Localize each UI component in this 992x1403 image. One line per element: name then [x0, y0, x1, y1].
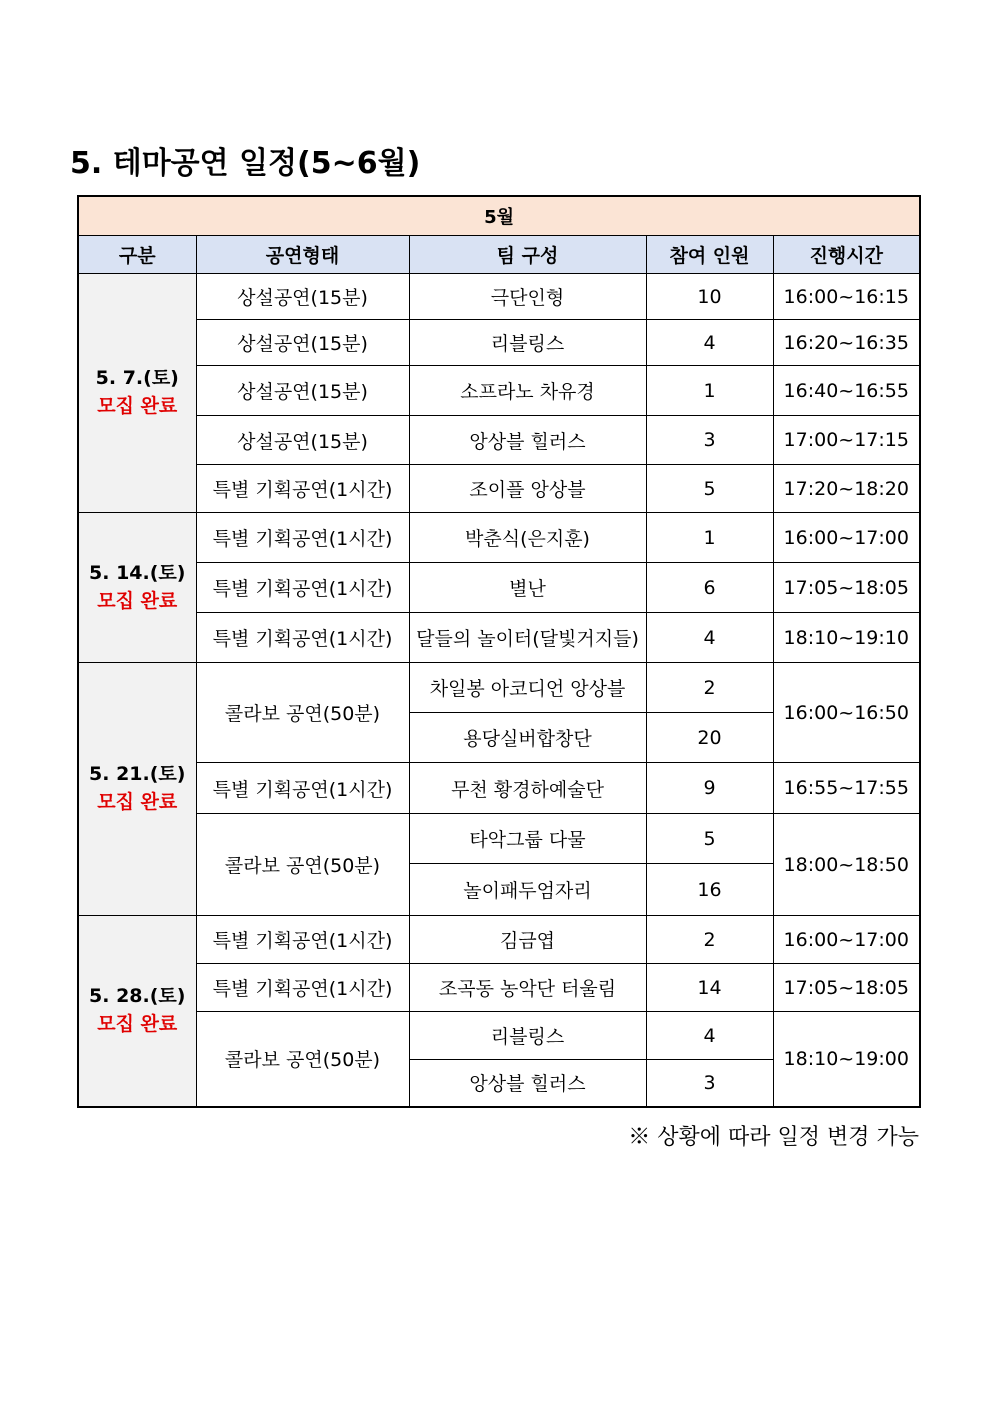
table-row: [78, 964, 920, 1012]
month-header: 5월: [78, 196, 920, 236]
date-cell: [78, 274, 196, 513]
performance-type: 상설공연(15분): [196, 366, 409, 416]
participant-count: 2: [646, 663, 773, 713]
time-slot: 16:40~16:55: [773, 366, 920, 416]
time-slot: 17:20~18:20: [773, 465, 920, 513]
time-slot: 17:05~18:05: [773, 563, 920, 613]
time-slot: 16:00~17:00: [773, 513, 920, 563]
time-slot: 16:00~16:15: [773, 274, 920, 320]
time-slot: 17:00~17:15: [773, 416, 920, 465]
time-slot: 16:00~17:00: [773, 916, 920, 964]
team-name: 달들의 놀이터(달빛거지들): [409, 613, 646, 663]
participant-count: 5: [646, 814, 773, 864]
status-badge: 모집 완료: [97, 791, 178, 813]
performance-type: 특별 기획공연(1시간): [196, 563, 409, 613]
participant-count: 3: [646, 416, 773, 465]
participant-count: 16: [646, 864, 773, 916]
performance-type: 콜라보 공연(50분): [196, 663, 409, 763]
time-slot: 16:55~17:55: [773, 763, 920, 814]
table-row: [78, 465, 920, 513]
participant-count: 9: [646, 763, 773, 814]
team-name: 무천 황경하예술단: [409, 763, 646, 814]
date-label: 5. 28.(토): [89, 985, 186, 1008]
performance-type: 특별 기획공연(1시간): [196, 916, 409, 964]
table-row: [78, 563, 920, 613]
team-name: 리블링스: [409, 1012, 646, 1060]
time-slot: 16:00~16:50: [773, 663, 920, 763]
time-slot: 16:20~16:35: [773, 320, 920, 366]
team-name: 조곡동 농악단 터울림: [409, 964, 646, 1012]
team-name: 소프라노 차유경: [409, 366, 646, 416]
team-name: 놀이패두엄자리: [409, 864, 646, 916]
table-row: [78, 366, 920, 416]
status-badge: 모집 완료: [97, 1012, 178, 1035]
team-name: 리블링스: [409, 320, 646, 366]
participant-count: 1: [646, 366, 773, 416]
team-name: 별난: [409, 563, 646, 613]
performance-type: 특별 기획공연(1시간): [196, 513, 409, 563]
col-header-type: 공연형태: [196, 236, 409, 274]
team-name: 타악그룹 다물: [409, 814, 646, 864]
table-row: [78, 320, 920, 366]
table-row: [78, 814, 920, 864]
table-row: [78, 1012, 920, 1060]
table-row: [78, 274, 920, 320]
performance-type: 콜라보 공연(50분): [196, 814, 409, 916]
date-label: 5. 7.(토): [95, 367, 179, 390]
table-row: [78, 916, 920, 964]
team-name: 용당실버합창단: [409, 713, 646, 763]
performance-type: 콜라보 공연(50분): [196, 1012, 409, 1107]
team-name: 앙상블 힐러스: [409, 416, 646, 465]
date-cell: [78, 513, 196, 663]
table-row: [78, 613, 920, 663]
time-slot: 18:00~18:50: [773, 814, 920, 916]
page-title: 5. 테마공연 일정(5~6월): [70, 146, 421, 181]
time-slot: 18:10~19:10: [773, 613, 920, 663]
performance-type: 상설공연(15분): [196, 274, 409, 320]
col-header-category: 구분: [78, 236, 196, 274]
date-cell: [78, 916, 196, 1107]
participant-count: 20: [646, 713, 773, 763]
performance-type: 상설공연(15분): [196, 416, 409, 465]
team-name: 극단인형: [409, 274, 646, 320]
schedule-table: [77, 195, 921, 1108]
team-name: 차일봉 아코디언 앙상블: [409, 663, 646, 713]
participant-count: 3: [646, 1060, 773, 1107]
participant-count: 4: [646, 613, 773, 663]
participant-count: 10: [646, 274, 773, 320]
participant-count: 6: [646, 563, 773, 613]
table-row: [78, 513, 920, 563]
participant-count: 2: [646, 916, 773, 964]
time-slot: 18:10~19:00: [773, 1012, 920, 1107]
date-label: 5. 14.(토): [89, 561, 186, 584]
participant-count: 4: [646, 1012, 773, 1060]
status-badge: 모집 완료: [97, 589, 178, 612]
team-name: 박춘식(은지훈): [409, 513, 646, 563]
col-header-count: 참여 인원: [646, 236, 773, 274]
performance-type: 특별 기획공연(1시간): [196, 964, 409, 1012]
participant-count: 4: [646, 320, 773, 366]
participant-count: 1: [646, 513, 773, 563]
performance-type: 특별 기획공연(1시간): [196, 763, 409, 814]
schedule-change-note: ※ 상황에 따라 일정 변경 가능: [628, 1125, 919, 1150]
team-name: 김금엽: [409, 916, 646, 964]
date-label: 5. 21.(토): [89, 763, 186, 786]
status-badge: 모집 완료: [97, 395, 178, 417]
participant-count: 5: [646, 465, 773, 513]
participant-count: 14: [646, 964, 773, 1012]
col-header-team: 팀 구성: [409, 236, 646, 274]
team-name: 조이플 앙상블: [409, 465, 646, 513]
performance-type: 특별 기획공연(1시간): [196, 465, 409, 513]
table-row: [78, 663, 920, 713]
col-header-time: 진행시간: [773, 236, 920, 274]
team-name: 앙상블 힐러스: [409, 1060, 646, 1107]
time-slot: 17:05~18:05: [773, 964, 920, 1012]
table-row: [78, 416, 920, 465]
date-cell: [78, 663, 196, 916]
table-row: [78, 763, 920, 814]
performance-type: 상설공연(15분): [196, 320, 409, 366]
performance-type: 특별 기획공연(1시간): [196, 613, 409, 663]
